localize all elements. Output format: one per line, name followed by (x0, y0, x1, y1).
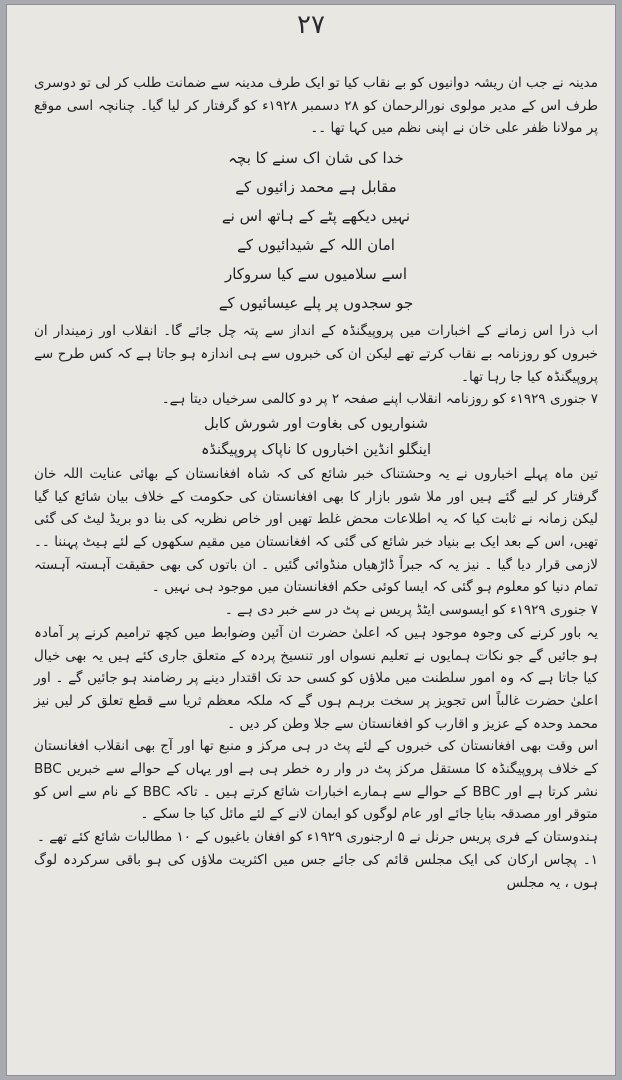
paragraph-peshawar: اس وقت بھی افغانستان کی خبروں کے لئے پٹ در ہی مرکز و منبع تھا اور آج بھی انقلاب افغانستان کے خلاف پروپیگنڈہ کا مستقل مرکز پٹ در وار رہ خطر ہی ہے اور یہاں کے حوالے سے خبریں BBC نشر کرتا ہے اور BBC کے حوالے سے ہمارے اخبارات شائع کرتے ہیں ۔ تاکہ BBC کے نام سے اس کو متوقر اور مصدقہ بنایا جائے اور عام لوگوں کو ایمان لانے کے لئے مائل کیا جا سکے ۔ (34, 738, 598, 823)
verse-line: خدا کی شان اک سنے کا بچہ (228, 149, 404, 168)
quoted-report: یہ باور کرنے کی وجوہ موجود ہیں کہ اعلیٰ حضرت ان آئین وضوابط میں کچھ ترامیم کرنے پر آمادہ ہو جائیں گے جو نکات ہمایوں نے تعلیم نسواں اور تنسیخ پردہ کے متعلق جاری کئے ہیں یہ بھی خیال کیا جاتا ہے کہ وہ امور سلطنت میں ملاؤں کو کسی حد تک اقتدار دینے پر رضامند ہو جائیں گے ۔ اور اعلیٰ حضرت غالباً اس تجویز پر سخت برہم ہوں گے کہ ملکہ معظم ثریا سے قطع تعلق کر لیں نیز محمد وحدہ کے عزیز و اقارب کو افغانستان سے جلا وطن کر دیں ۔ (34, 624, 598, 732)
paragraph-free-press: ہندوستان کے فری پریس جرنل نے ۵ ارجنوری ۱۹۲۹ء کو افغان باغیوں کے ۱۰ مطالبات شائع کئے تھے ۔ (37, 829, 598, 846)
page-number: ۲۷ (297, 10, 325, 40)
paragraph-inqilab: ۷ جنوری ۱۹۲۹ء کو روزنامہ انقلاب اپنے صفحہ ۲ پر دو کالمی سرخیاں دیتا ہے۔ (161, 391, 598, 408)
headline-2: اینگلو انڈین اخباروں کا ناپاک پروپیگنڈہ (200, 441, 432, 458)
page-body (34, 72, 598, 894)
verse-line: اسے سلامیوں سے کیا سروکار (224, 265, 408, 284)
paragraph-associated-press: ۷ جنوری ۱۹۲۹ء کو ایسوسی ایٹڈ پریس نے پٹ در سے خبر دی ہے ۔ (224, 602, 598, 619)
verse-line: مقابل ہے محمد زائیوں کے (235, 178, 397, 197)
paragraph-demand-1: ۱۔ پچاس ارکان کی ایک مجلس قائم کی جائے جس میں اکثریت ملاؤں کی ہو باقی سرکردہ لوگ ہوں ، یہ مجلس (34, 851, 598, 891)
verse-line: جو سجدوں پر پلے عیسائیوں کے (218, 294, 414, 313)
paragraph-propaganda: اب ذرا اس زمانے کے اخبارات میں پروپیگنڈہ کے انداز سے پتہ چل جائے گا۔ انقلاب اور زمیندار ان خبروں کو روزنامہ بے نقاب کرتے تھے لیکن ان کی خبروں سے ہی اندازہ ہو جاتا ہے کہ کس طرح سے پروپیگنڈہ کیا جا رہا تھا۔ (34, 323, 598, 385)
verse-line: امان اللہ کے شیدائیوں کے (237, 236, 395, 255)
book-page (6, 4, 616, 1076)
verse-line: نہیں دیکھے پٹے کے ہاتھ اس نے (221, 207, 411, 226)
headline-1: شنواریوں کی بغاوت اور شورش کابل (203, 415, 429, 432)
paragraph-intro: مدینہ نے جب ان ریشہ دوانیوں کو بے نقاب کیا تو ایک طرف مدینہ سے ضمانت طلب کر لی تو دوسری طرف اس کے مدیر مولوی نورالرحمان کو ۲۸ دسمبر ۱۹۲۸ء کو گرفتار کر لیا گیا۔ چنانچہ اسی موقع پر مولانا ظفر علی خان نے اپنی نظم میں کہا تھا ۔۔ (34, 75, 599, 137)
poem-verses (34, 144, 598, 318)
paragraph-news: تین ماہ پہلے اخباروں نے یہ وحشتناک خبر شائع کی کہ شاہ افغانستان کے بھائی عنایت اللہ خان گرفتار کر لیے گئے ہیں اور ملا شور بازار کا بھی افغانستان کی حکومت کے خلاف بیان شائع کیا گیا لیکن زمانہ نے ثابت کیا کہ یہ اطلاعات محض غلط تھیں اور خاص نظریہ کی بنا دو بریڈ لیٹ کی گئی تھیں، اس کے بعد ایک بے بنیاد خبر شائع کی گئی کہ افغانستان میں مقیم سکھوں کے لئے ہیٹ پہننا ۔۔ لازمی قرار دیا گیا ۔ نیز یہ کہ جبراً ڈاڑھیاں منڈوائی گئیں ۔ ان باتوں کی بھی حقیقت آہستہ آہستہ تمام دنیا کو معلوم ہو گئی کہ ایسا کوئی حکم افغانستان میں موجود ہی نہیں ۔ (34, 465, 598, 596)
